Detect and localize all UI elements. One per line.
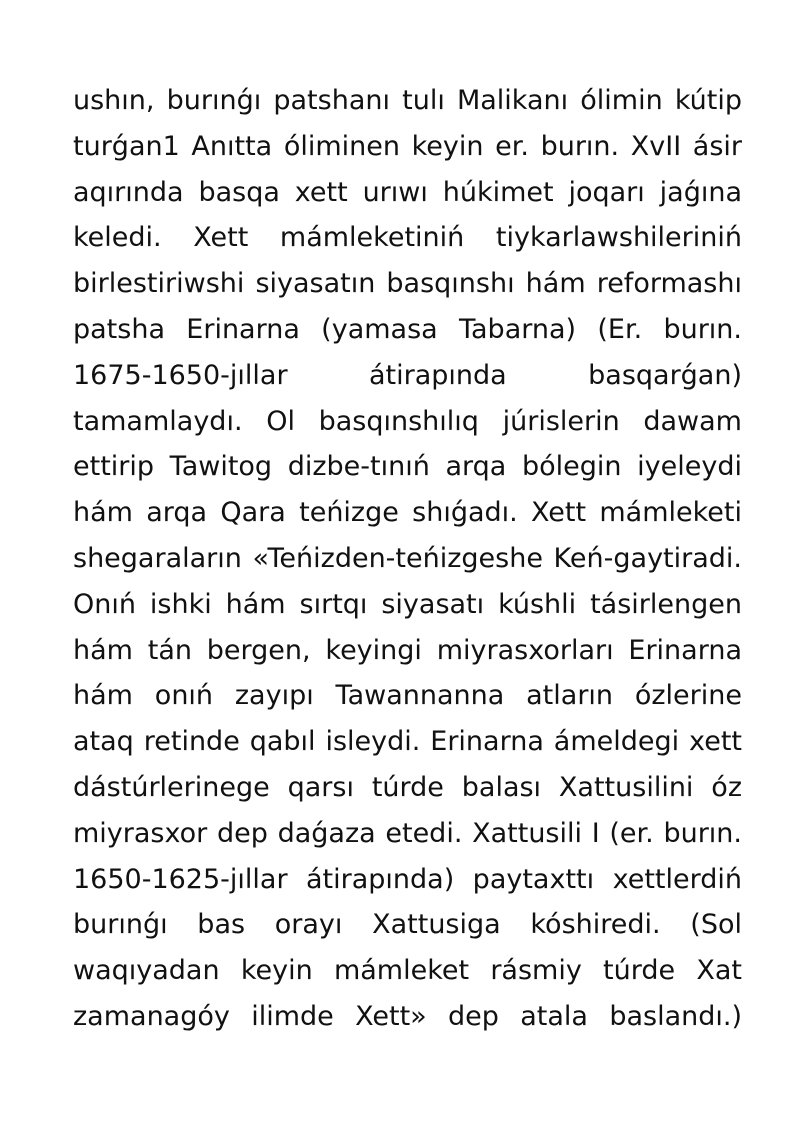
text-line: waqıyadan keyin mámleket rásmiy túrde Xat [73,955,742,987]
text-line: hám arqa Qara teńizge shıǵadı. Xett mámleketi [73,497,742,529]
text-line: ettirip Tawitog dizbe-tınıń arqa bólegin iyeleydi [73,451,742,483]
text-line: patsha Erinarna (yamasa Tabarna) (Er. burın. [73,313,742,345]
text-line: Onıń ishki hám sırtqı siyasatı kúshli tásirlengen [73,588,742,620]
text-line: birlestiriwshi siyasatın basqınshı hám reformashı [73,268,742,300]
text-line: miyrasxor dep daǵaza etedi. Xattusili I (er. burın. [73,817,742,849]
text-line: 1650-1625-jıllar átirapında) paytaxttı xettlerdiń [73,863,742,895]
text-line: tamamlaydı. Ol basqınshılıq júrislerin dawam [73,405,742,437]
text-line: shegaraların «Teńizden-teńizgeshe Keń-gaytiradi. [73,542,742,574]
text-line: hám onıń zayıpı Tawannanna atların ózlerine [73,680,742,712]
body-text [73,78,742,1040]
text-line: keledi. Xett mámleketiniń tiykarlawshileriniń [73,222,742,254]
text-line: burınǵı bas orayı Xattusiga kóshiredi. (Sol [73,909,742,941]
text-line: turǵan1 Anıtta óliminen keyin er. burın. XvII ásir [73,130,742,162]
text-line: ushın, burınǵı patshanı tulı Malikanı ólimin kútip [73,85,742,116]
text-line: dástúrlerinege qarsı túrde balası Xattusilini óz [73,771,742,803]
text-line: 1675-1650-jıllar átirapında basqarǵan) [73,359,742,391]
text-line: hám tán bergen, keyingi miyrasxorları Erinarna [73,634,742,666]
text-line: aqırında basqa xett urıwı húkimet joqarı jaǵına [73,176,742,208]
text-line: zamanagóy ilimde Xett» dep atala baslandı.) [73,1000,742,1032]
text-line: ataq retinde qabıl isleydi. Erinarna ámeldegi xett [73,726,742,758]
